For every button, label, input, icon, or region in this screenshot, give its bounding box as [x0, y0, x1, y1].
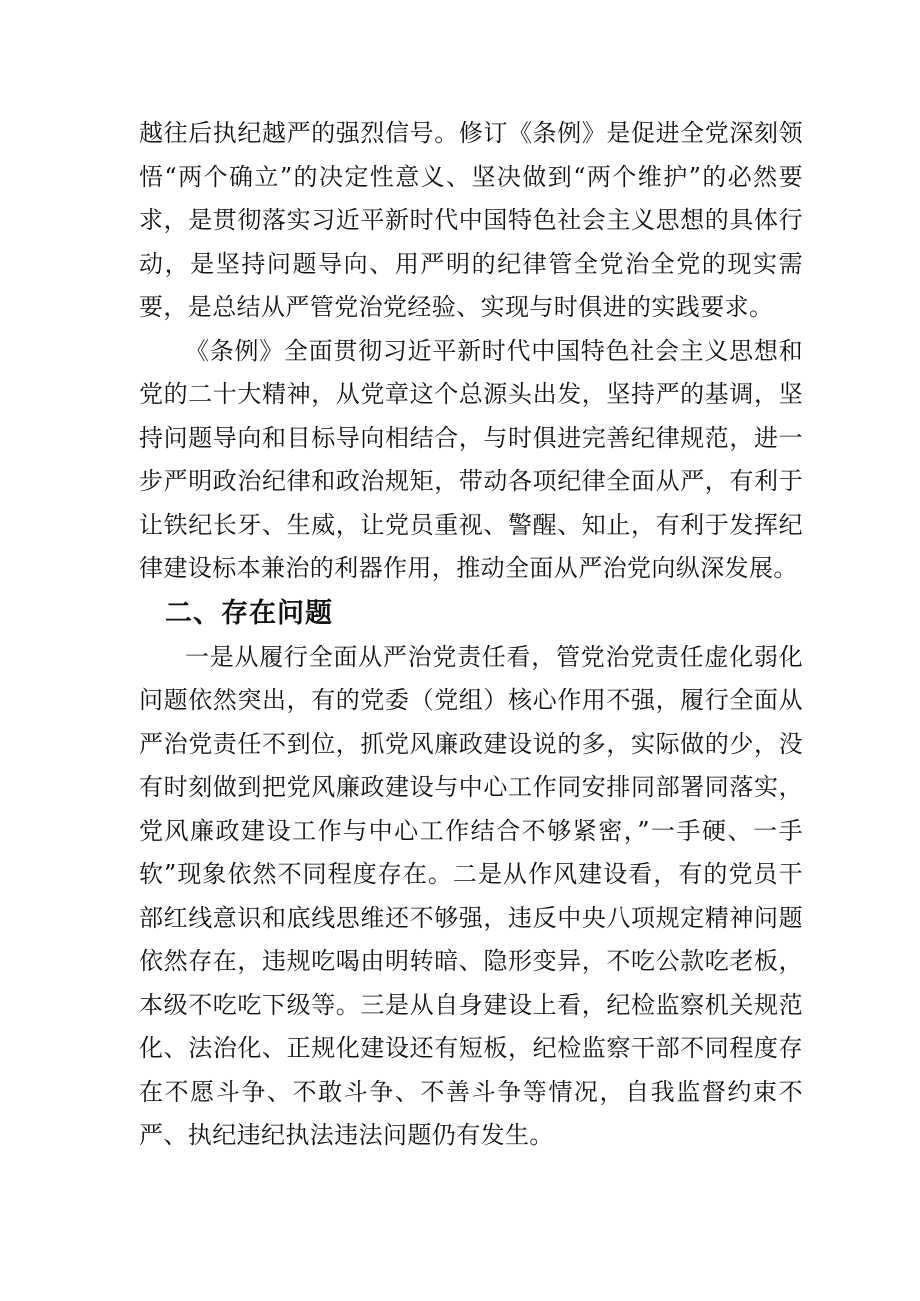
paragraph-regulation-purpose: 《条例》全面贯彻习近平新时代中国特色社会主义思想和党的二十大精神，从党章这个总源头出发，坚持严的基调，坚持问题导向和目标导向相结合，与时俱进完善纪律规范，进一步严明政治纪律和政治规矩，带动各项纪律全面从严，有利于让铁纪长牙、生威，让党员重视、警醒、知止，有利于发挥纪律建设标本兼治的利器作用，推动全面从严治党向纵深发展。 — [139, 336, 803, 582]
section-heading-existing-problems: 二、存在问题 — [165, 597, 333, 629]
paragraph-revision-significance: 越往后执纪越严的强烈信号。修订《条例》是促进全党深刻领悟“两个确立”的决定性意义、坚决做到“两个维护”的必然要求，是贯彻落实习近平新时代中国特色社会主义思想的具体行动，是坚持问题导向、用严明的纪律管全党治全党的现实需要，是总结从严管党治党经验、实现与时俱进的实践要求。 — [139, 119, 803, 321]
document-body — [139, 112, 803, 1158]
paragraph-existing-problems: 一是从履行全面从严治党责任看，管党治党责任虚化弱化问题依然突出，有的党委（党组）核心作用不强，履行全面从严治党责任不到位，抓党风廉政建设说的多，实际做的少，没有时刻做到把党风廉政建设与中心工作同安排同部署同落实，党风廉政建设工作与中心工作结合不够紧密，”一手硬、一手软”现象依然不同程度存在。二是从作风建设看，有的党员干部红线意识和底线思维还不够强，违反中央八项规定精神问题依然存在，违规吃喝由明转暗、隐形变异，不吃公款吃老板，本级不吃吃下级等。三是从自身建设上看，纪检监察机关规范化、法治化、正规化建设还有短板，纪检监察干部不同程度存在不愿斗争、不敢斗争、不善斗争等情况，自我监督约束不严、执纪违纪执法违法问题仍有发生。 — [139, 642, 803, 1149]
